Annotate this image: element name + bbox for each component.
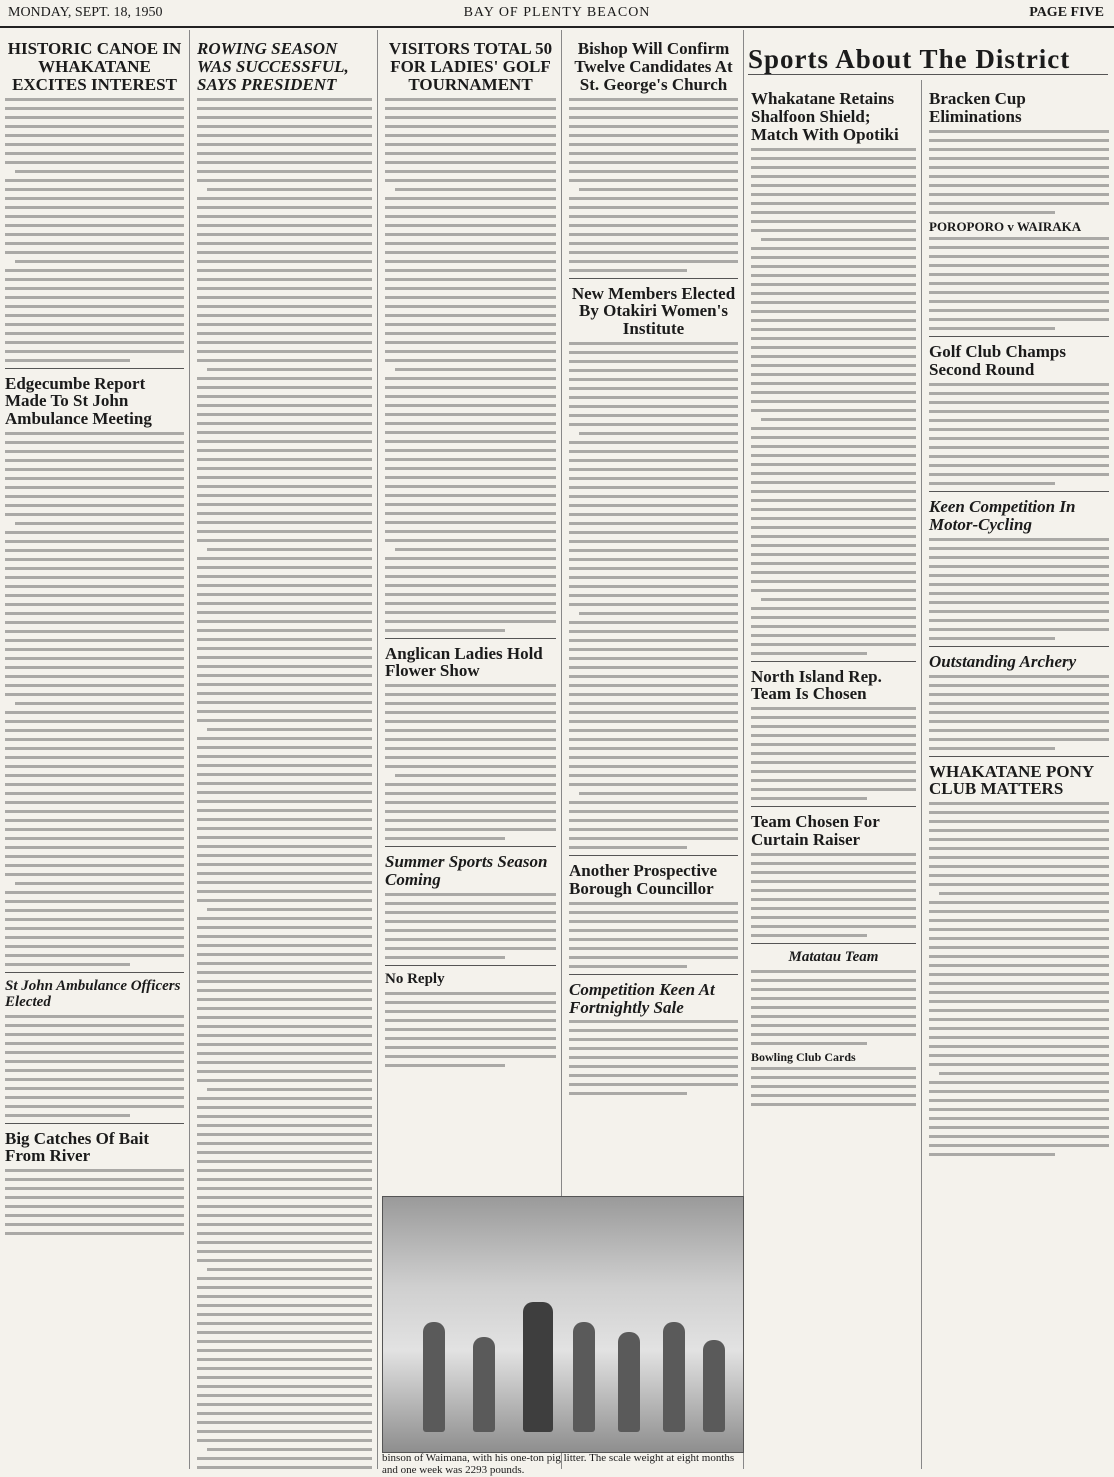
column-2: [192, 30, 378, 1469]
newspaper-name: BAY OF PLENTY BEACON: [463, 5, 651, 20]
article-body: [929, 237, 1109, 330]
headline-outstanding-archery: Outstanding Archery: [929, 651, 1077, 671]
headline-st-john-officers: St John Ambulance Officers Elected: [5, 978, 181, 1010]
article-body: [751, 1067, 916, 1106]
article-body: [385, 98, 556, 632]
headline-poroporo-wairaka: POROPORO v WAIRAKA: [929, 218, 1082, 234]
article-body: [751, 707, 916, 800]
issue-date: MONDAY, SEPT. 18, 1950: [8, 5, 163, 20]
headline-matatau-team: Matatau Team: [788, 948, 879, 965]
headline-rowing-season: ROWING SEASON WAS SUCCESSFUL, SAYS PRESIDENT: [197, 39, 349, 94]
photo-caption: binson of Waimana, with his one-ton pig litter. The scale weight at eight months and one week was 2293 pounds.: [382, 1452, 735, 1477]
headline-bishop-confirm: Bishop Will Confirm Twelve Candidates At St. George's Church: [574, 39, 733, 94]
article-body: [5, 1015, 184, 1117]
headline-anglican-ladies: Anglican Ladies Hold Flower Show: [385, 643, 543, 681]
article-body: [385, 684, 556, 840]
pig-figure: [573, 1322, 595, 1432]
headline-summer-sports: Summer Sports Season Coming: [385, 852, 548, 890]
photograph-pig-litter: [382, 1196, 744, 1453]
headline-visitors-total: VISITORS TOTAL 50 FOR LADIES' GOLF TOURNAMENT: [388, 39, 553, 94]
headline-big-catches: Big Catches Of Bait From River: [5, 1128, 150, 1166]
pig-figure: [618, 1332, 640, 1432]
headline-edgecumbe-report: Edgecumbe Report Made To St John Ambulance Meeting: [5, 373, 152, 429]
article-body: [197, 98, 372, 1469]
article-body: [751, 148, 916, 655]
column-5: [746, 80, 922, 1469]
pig-figure: [423, 1322, 445, 1432]
headline-shalfoon-shield: Whakatane Retains Shalfoon Shield; Match With Opotiki: [751, 89, 899, 144]
pig-figure: [473, 1337, 495, 1432]
headline-competition-keen-sale: Competition Keen At Fortnightly Sale: [569, 979, 715, 1017]
article-body: [385, 893, 556, 959]
article-body: [929, 675, 1109, 750]
article-body: [929, 130, 1109, 214]
column-6: [924, 80, 1114, 1469]
article-body: [929, 383, 1109, 485]
headline-golf-champs: Golf Club Champs Second Round: [929, 342, 1066, 380]
masthead: [0, 0, 1114, 28]
article-body: [929, 538, 1109, 640]
article-body: [751, 970, 916, 1045]
headline-bracken-cup: Bracken Cup Eliminations: [929, 89, 1026, 126]
article-body: [5, 432, 184, 966]
article-body: [569, 1020, 738, 1095]
sports-banner: Sports About The District: [748, 44, 1108, 75]
headline-pony-club: WHAKATANE PONY CLUB MATTERS: [929, 761, 1094, 799]
person-figure: [523, 1302, 553, 1432]
headline-historic-canoe: HISTORIC CANOE IN WHAKATANE EXCITES INTEREST: [7, 39, 182, 94]
article-body: [569, 98, 738, 272]
headline-motor-cycling: Keen Competition In Motor-Cycling: [929, 497, 1076, 534]
page-number: PAGE FIVE: [1029, 5, 1104, 20]
headline-bowling-club: Bowling Club Cards: [751, 1049, 856, 1064]
article-body: [385, 992, 556, 1067]
article-body: [5, 1169, 184, 1235]
article-body: [569, 342, 738, 849]
pig-figure: [703, 1340, 725, 1432]
article-body: [5, 98, 184, 362]
headline-no-reply: No Reply: [385, 970, 445, 987]
headline-curtain-raiser: Team Chosen For Curtain Raiser: [751, 812, 880, 850]
article-body: [929, 802, 1109, 1156]
article-body: [569, 902, 738, 968]
pig-figure: [663, 1322, 685, 1432]
article-body: [751, 853, 916, 937]
headline-new-members: New Members Elected By Otakiri Women's Institute: [571, 283, 736, 339]
column-1: [0, 30, 190, 1469]
headline-borough-councillor: Another Prospective Borough Councillor: [569, 861, 718, 898]
headline-north-island-rep: North Island Rep. Team Is Chosen: [751, 666, 882, 704]
